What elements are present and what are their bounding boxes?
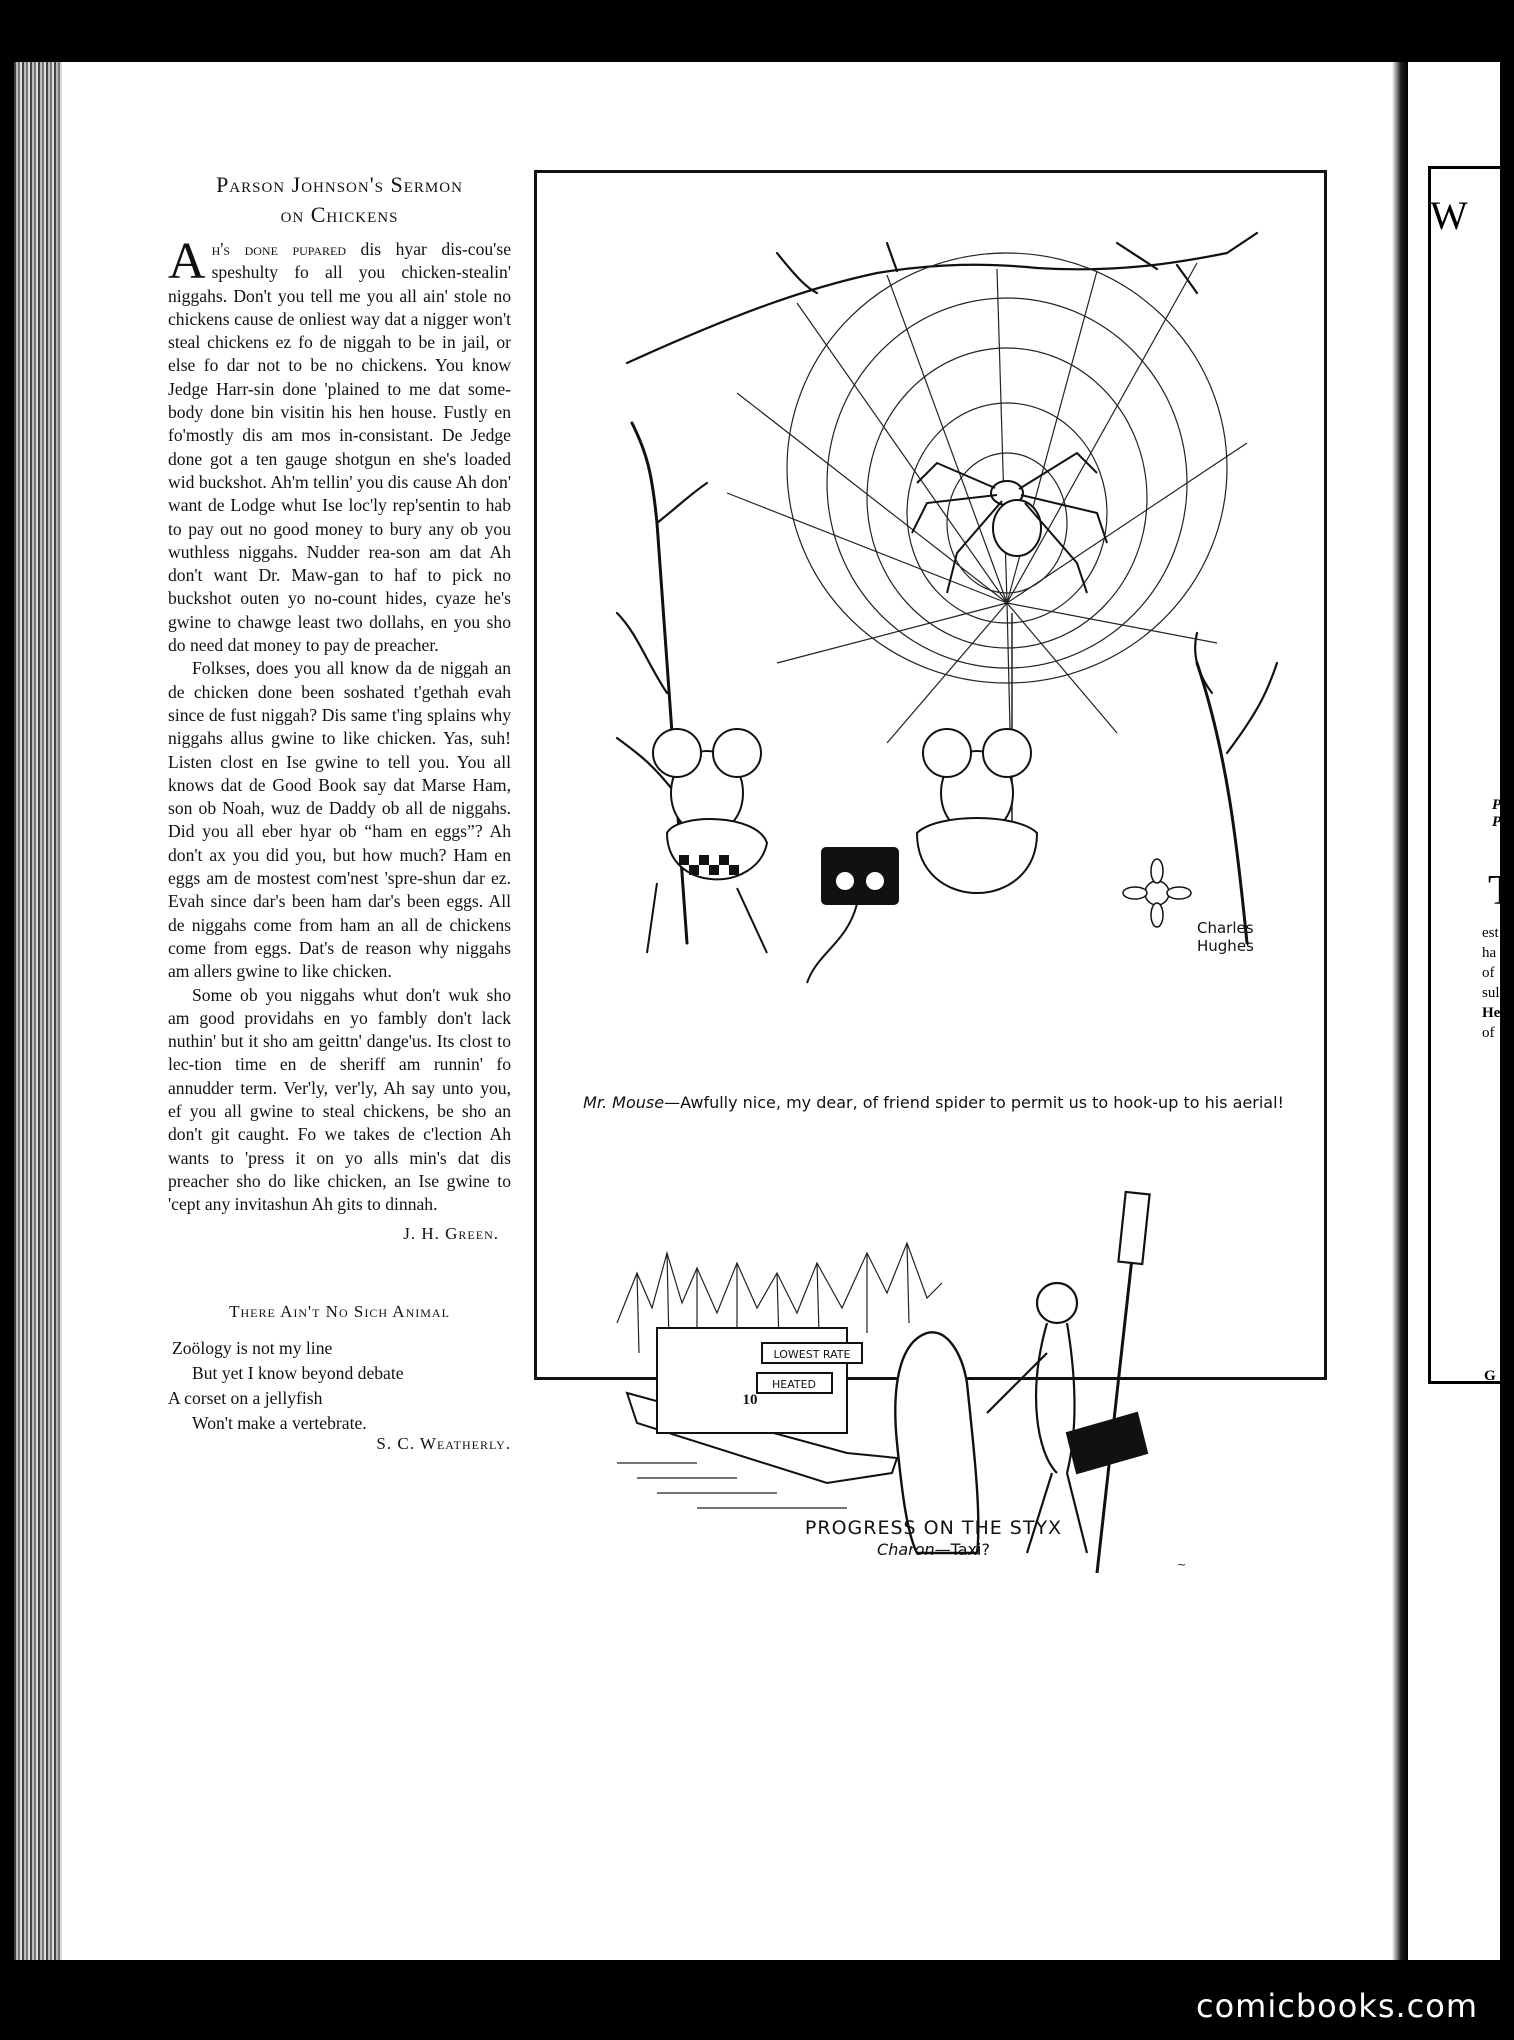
caption-speaker: Charon (877, 1540, 935, 1559)
poem-line: Zoölogy is not my line (172, 1338, 333, 1359)
right-page-box (1428, 166, 1511, 1384)
lead-in-smallcaps: h's done pupared (211, 239, 347, 259)
cartoon1-caption (577, 1093, 1290, 1113)
text-column (168, 170, 511, 1454)
right-page-fragment: sul (1482, 985, 1500, 1001)
page-gutter (1392, 62, 1408, 1960)
article-title-line1: Parson Johnson's Sermon (216, 172, 463, 197)
poem-body (168, 1336, 511, 1436)
page-number: 10 (742, 1392, 758, 1408)
cartoon2-title: PROGRESS ON THE STYX (804, 1517, 1063, 1539)
caption-text: —Taxi? (934, 1540, 990, 1559)
poem-line: Won't make a vertebrate. (192, 1413, 367, 1434)
article-body (168, 233, 512, 1216)
right-page-fragment: W (1430, 193, 1468, 238)
poem-author: S. C. Weatherly. (376, 1434, 511, 1454)
article-author: J. H. Green. (403, 1224, 499, 1244)
article-title (168, 170, 511, 230)
right-page-fragment: T (1488, 868, 1514, 914)
right-page-fragment: G (1484, 1368, 1496, 1384)
article-title-line2: on Chickens (280, 202, 399, 227)
right-page-fragment: of (1482, 1025, 1495, 1041)
artist-signature-icon: ~ (1177, 1558, 1187, 1571)
right-page-fragment: of (1482, 965, 1495, 981)
right-page-fragment: est (1482, 925, 1499, 941)
poem-line: A corset on a jellyfish (168, 1388, 323, 1409)
article-paragraph: Some ob you niggahs whut don't wuk sho am good providahs en yo fambly don't lack nuthin' but it sho am geittn' dange'us. Its clost to lec-tion time en de sheriff am runnin' fo annudder term. Ver'ly, ver'ly, Ah say unto you, ef you all gwine to steal chickens, be sho an don't git caught. Fo we takes de c'lection Ah wants to 'press it on yo alls min's dat dis preacher sho do like chicken, an Ise gwine to 'cept any invitashun Ah gits to dinnah. (168, 984, 511, 1215)
book-spine (14, 62, 62, 1960)
spider-web-cartoon (557, 193, 1307, 993)
right-page-fragment: P (1492, 814, 1502, 830)
right-page-fragment: ha (1482, 945, 1497, 961)
poem-title: There Ain't No Sich Animal (229, 1302, 450, 1322)
caption-text: —Awfully nice, my dear, of friend spider to permit us to hook-up to his aerial! (664, 1093, 1284, 1112)
artist-signature-line1: Charles (1197, 919, 1254, 937)
article-paragraph (168, 233, 512, 657)
artist-signature-line2: Hughes (1197, 937, 1254, 955)
boat-sign-heated: HEATED (771, 1378, 817, 1391)
article-paragraph: Folkses, does you all know da de niggah an de chicken done been soshated t'gethah evah since de fust niggah? Dis same t'ing splains why niggahs allus gwine to like chicken. Yas, suh! Listen clost en Ise gwine to tell you. You all knows dat de Good Book say dat Marse Ham, son ob Noah, wuz de Daddy ob all de niggahs. Did you all eber hyar ob “ham en eggs”? Ah don't ax you did you, but how much? Ham en eggs am de mostest com'nest 'spre-shun dar ez. Evah since dar's been ham dar's been eggs. All de niggahs come from ham an all de chickens come from eggs. Dat's de reason why niggahs am allers gwine to like chicken. (168, 658, 511, 982)
poem-line: But yet I know beyond debate (192, 1363, 404, 1384)
right-page-fragment: P (1492, 797, 1502, 813)
right-page-fragment: He (1482, 1005, 1501, 1021)
caption-speaker: Mr. Mouse (583, 1093, 665, 1112)
paragraph-text: dis hyar dis-cou'se speshulty fo all you chicken-stealin' niggahs. Don't you tell me you all ain' stole no chickens cause de onliest way dat a nigger won't steal chickens ez fo de niggah to be in jail, or else fo dar not to be no chickens. You know Jedge Harr-sin done 'plained to me dat some-body done bin visitin his hen house. Fustly en fo'mostly dis am mos in-consistant. De Jedge done got a ten gauge shotgun en she's loaded wid buckshot. Ah'm tellin' you dis cause Ah don' want de Lodge whut Ise loc'ly rep'sentin to hab to pay out no good money to bury any ob you wuthless niggahs. Nudder rea-son am dat Ah don't want Dr. Maw-gan to haf to pick no buckshot outen yo no-count hides, cyaze he's gwine to chawge least two dollahs, en you sho do need dat money to pay de preacher. (168, 239, 512, 656)
watermark: comicbooks.com (1195, 1987, 1478, 2025)
right-page (1408, 62, 1514, 1960)
drop-cap: A (168, 233, 206, 290)
boat-sign-lowest-rate: LOWEST RATE (773, 1348, 851, 1361)
cartoon2-caption (577, 1516, 1290, 1560)
